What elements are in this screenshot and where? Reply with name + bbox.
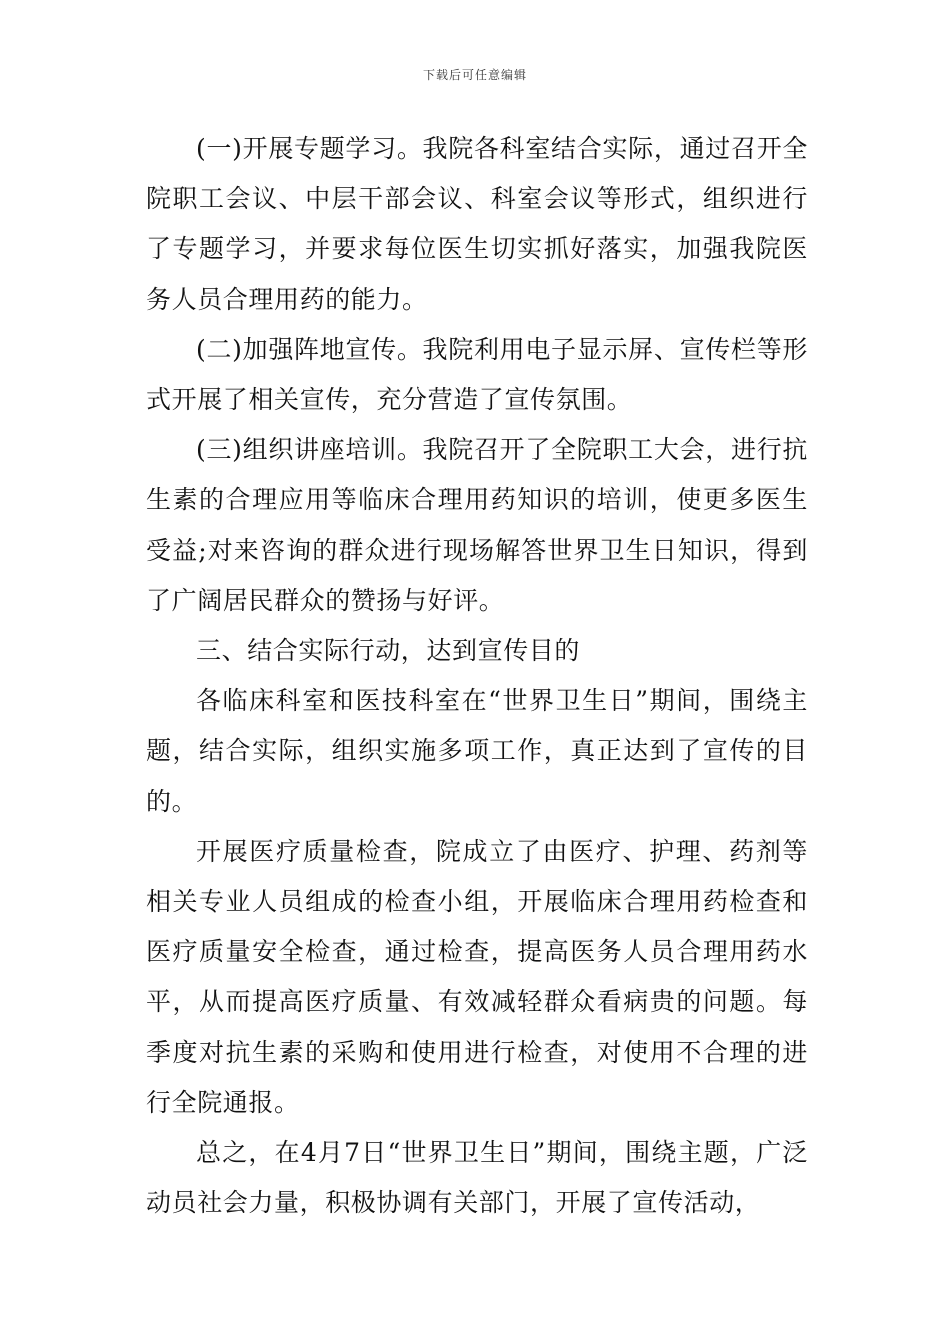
paragraph-departments: 各临床科室和医技科室在“世界卫生日”期间，围绕主题，结合实际，组织实施多项工作，真正达到了宣传的目的。 — [146, 686, 808, 816]
paragraph-publicity: (二)加强阵地宣传。我院利用电子显示屏、宣传栏等形式开展了相关宣传，充分营造了宣传氛围。 — [146, 334, 808, 415]
document-body — [146, 124, 808, 1228]
page-header-note: 下载后可任意编辑 — [422, 68, 527, 82]
paragraph-quality-check: 开展医疗质量检查，院成立了由医疗、护理、药剂等相关专业人员组成的检查小组，开展临床合理用药检查和医疗质量安全检查，通过检查，提高医务人员合理用药水平，从而提高医疗质量、有效减轻群众看病贵的问题。每季度对抗生素的采购和使用进行检查，对使用不合理的进行全院通报。 — [146, 836, 808, 1117]
section-heading-three: 三、结合实际行动，达到宣传目的 — [196, 636, 581, 666]
paragraph-training: (三)组织讲座培训。我院召开了全院职工大会，进行抗生素的合理应用等临床合理用药知识的培训，使更多医生受益;对来咨询的群众进行现场解答世界卫生日知识，得到了广阔居民群众的赞扬与好评。 — [146, 435, 808, 615]
paragraph-summary: 总之，在4月7日“世界卫生日”期间，围绕主题，广泛动员社会力量，积极协调有关部门，开展了宣传活动， — [146, 1138, 808, 1218]
paragraph-study: (一)开展专题学习。我院各科室结合实际，通过召开全院职工会议、中层干部会议、科室会议等形式，组织进行了专题学习，并要求每位医生切实抓好落实，加强我院医务人员合理用药的能力。 — [146, 134, 808, 314]
